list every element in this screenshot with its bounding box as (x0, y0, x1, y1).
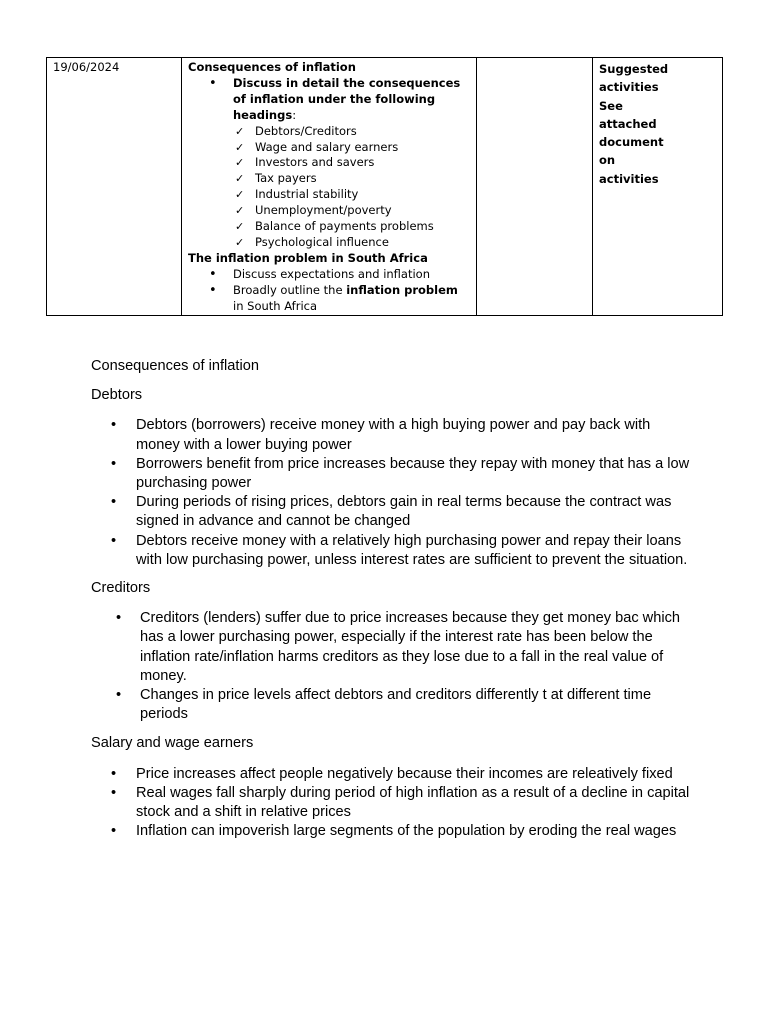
list-item: • Creditors (lenders) suffer due to price increases because they get money bac which has a lower purchasing power, especially if the interest rate has been below the inflation rate/inflation harms creditors as they lose due to a fall in the real value of money. (91, 609, 691, 686)
sa-list (188, 267, 470, 315)
sa-title: The inflation problem in South Africa (188, 250, 428, 265)
topic-cell (182, 58, 477, 316)
creditors-list (91, 609, 691, 724)
list-item: • Broadly outline the inflation problem in South Africa (188, 283, 470, 315)
checklist-item: ✓ Investors and savers (188, 155, 470, 171)
debtors-heading: Debtors (91, 387, 143, 404)
list-item: • Debtors (borrowers) receive money with a high buying power and pay back with money with a lower buying power (91, 416, 691, 454)
topic-title: Consequences of inflation (188, 60, 356, 74)
salary-heading: Salary and wage earners (91, 735, 254, 752)
list-item: • Price increases affect people negatively because their incomes are releatively fixed (91, 765, 691, 784)
checklist-item: ✓ Unemployment/poverty (188, 203, 470, 219)
activities-cell: Suggested activities See attached document on activities (593, 58, 723, 316)
list-item: • Changes in price levels affect debtors and creditors differently t at different time periods (91, 686, 691, 724)
list-item: • During periods of rising prices, debtors gain in real terms because the contract was signed in advance and cannot be changed (91, 493, 691, 531)
creditors-heading: Creditors (91, 580, 151, 597)
discuss-list (188, 76, 470, 124)
page-title: Consequences of inflation (91, 358, 259, 374)
list-item: • Discuss expectations and inflation (188, 267, 470, 283)
checklist-item: ✓ Debtors/Creditors (188, 124, 470, 140)
checklist-item: ✓ Industrial stability (188, 187, 470, 203)
list-item: • Discuss in detail the consequences of inflation under the following headings: (188, 76, 470, 124)
list-item: • Debtors receive money with a relatively high purchasing power and repay their loans with low purchasing power, unless interest rates are sufficient to prevent the situation. (91, 532, 691, 570)
list-item: • Borrowers benefit from price increases because they repay with money that has a low purchasing power (91, 455, 691, 493)
list-item: • Real wages fall sharply during period of high inflation as a result of a decline in capital stock and a shift in relative prices (91, 784, 691, 822)
lesson-plan-table (46, 57, 723, 316)
list-item: • Inflation can impoverish large segments of the population by eroding the real wages (91, 822, 691, 841)
empty-cell (477, 58, 593, 316)
checklist-item: ✓ Wage and salary earners (188, 140, 470, 156)
checklist-item: ✓ Psychological influence (188, 235, 470, 251)
headings-checklist (188, 124, 470, 251)
discuss-heading: Discuss in detail the consequences of inflation under the following headings (233, 75, 461, 122)
debtors-list (91, 416, 691, 570)
salary-list (91, 765, 691, 842)
checklist-item: ✓ Balance of payments problems (188, 219, 470, 235)
notes-body (91, 357, 691, 841)
checklist-item: ✓ Tax payers (188, 171, 470, 187)
date-cell: 19/06/2024 (47, 58, 182, 316)
table-row (47, 58, 723, 316)
